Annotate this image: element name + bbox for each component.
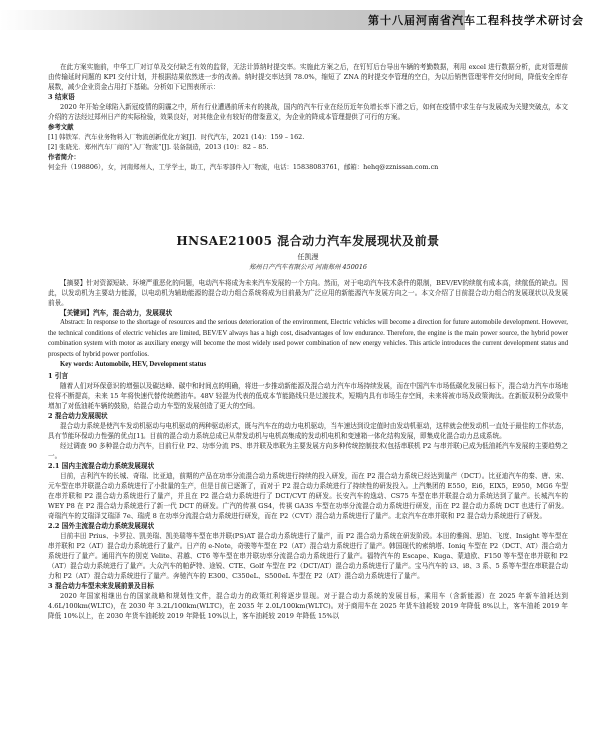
- keywords-en: Key words: Automobile, HEV, Development status: [60, 361, 207, 368]
- journal-title: 第十八届河南省汽车工程科技学术研讨会: [368, 14, 584, 27]
- section-2-heading: 2 混合动力发展现状: [48, 411, 108, 420]
- section-1-paragraph: 随着人们对环保意识的增强以及碳达峰、碳中和时间点的明确，将进一步推动新能源及混合动力汽车市场持续发展，而在中国汽车市场低碳化发展日标下，混合动力汽车市场地位将不断提高，未来 15 年将快速代替传统燃油车。48V 轻混为代表的低成本节能路线只是过渡技术，短期内具有市场生存空间，未来将被市场及政策淘汰。在新版双积分政策中增加了对低油耗车辆的鼓励，给混合动力车型的发展创造了更大的空间。: [48, 381, 568, 410]
- section-1-heading: 1 引言: [48, 371, 69, 380]
- reference-2: [2] 张晓光．郑州汽车厂商的“入厂物流”[J]. 装备制造，2013 (10)：82 – 85.: [48, 143, 269, 151]
- section-3-heading: 3 混合动力车型未来发展前景及目标: [48, 581, 154, 590]
- section-2-1-paragraph: 目前，吉利汽车的长城、奇瑞、比亚迪，前期的产品在功率分流混合动力系统进行持续的投入研发，而在 P2 混合动力系统已经达到量产（DCT）。比亚迪汽车的秦、唐、宋、元车型在串并联混合动力系统进行了小批量的生产，但是目前已逐渐了，而对于 P2 混合动力系统进行了持续性的研发投入。上汽集团的 E550，Ei6，EIX5，E950，MG6 车型在串并联和 P2 混合动力系统进行了量产，并且在 P2 混合动力系统进行了 DCT/CVT 的研发。长安汽车的逸动、CS75 车型在串并联混合动力系统达到了量产。长城汽车的 WEY P8 在 P2 混合动力系统进行了新一代 DCT 的研发。广汽的传祺 GS4，传祺 GA3S 车型在功率分流混合动力系统进行研发，而在 P2 混合动力系统 DCT 也进行了研发。奇瑞汽车的艾瑞泽艾瑞泽 7e、瑞虎 8 在功率分流混合动力系统进行研发，而在 P2（CVT）混合动力系统进行了量产。北京汽车在串并联和 P2 混合动力系统进行了研发。: [48, 471, 568, 520]
- article-affiliation: 郑州日产汽车有限公司 河南郑州 450016: [249, 263, 367, 271]
- keywords-cn: 【关键词】汽车，混合动力，发展现状: [60, 309, 173, 317]
- article-title: HNSAE21005 混合动力汽车发展现状及前景: [176, 234, 440, 248]
- article-author: 任凯漫: [297, 253, 319, 261]
- abstract-cn: 【摘要】针对资源短缺、环境严重恶化的问题，电动汽车将成为未来汽车发展的一个方向。然而，对于电动汽车技术条件的限制，BEV/EV的续航有成本高，续航低的缺点。因此，以发动机为主要动力能源，以电动机为辅助能源的混合动力组合系统将成为目前最为广泛应用的新能源汽车发展方向之一。本文介绍了目前混合动力组合的发展现状以及发展前景。: [48, 279, 568, 307]
- abstract-en: Abstract: In response to the shortage of resources and the serious deterioration of the environment, Electric vehicles will become a direction for future automobile development. However, the technical conditions of electric vehicles are limited, BEV/EV always has a high cost, disadvantages of low endurance. Therefore, the engine is the main power source, the hybrid power combination system with motor as auxiliary energy will become the most widely used power combination of new energy vehicles. This article introduces the current development status and prospects of hybrid power portfolios.: [48, 319, 568, 358]
- section-2-2-heading: 2.2 国外主流混合动力系统发展现状: [48, 521, 155, 530]
- section-2-paragraph-2: 经过调查 90 多种混合动力汽车，目前行业 P2、功率分流 PS、串并联及串联为主要发展方向多种传统控制技术(包括串联机 P2 与串并联)已成为低油耗汽车发展的主要趋势之一。: [48, 441, 568, 460]
- section-2-1-heading: 2.1 国内主流混合动力系统发展现状: [48, 461, 155, 470]
- journal-header: [0, 0, 600, 36]
- references-heading: 参考文献: [48, 123, 74, 131]
- article-body: [48, 278, 568, 621]
- section-3-paragraph: 2020 年国家相继出台的国家战略和规划性文件，混合动力的政策红利将逐步显现。对于混合动力系统的发展目标，乘用车（含新能源）在 2025 年新车油耗达到 4.6L/100km(WLTC)，在 2030 年 3.2L/100km(WLTC)，在 2035 年 2.0L/100km(WLTC)。对于商用车在 2025 年货车油耗较 2019 年降低 8%以上，客车油耗 2019 年降低 10%以上，在 2030 年货车油耗较 2019 年降低 10%以上，客车油耗较 2019 年降低 15%以: [48, 591, 568, 620]
- author-bio: 何金升（198806），女，河南郑州人，工学学士，助工，汽车零部件入厂物流，电话：15838083761，邮箱：hehq@zznissan.com.cn: [48, 163, 439, 171]
- prev-article-section: [48, 62, 568, 172]
- article-header: [48, 236, 568, 272]
- author-intro-heading: 作者简介：: [48, 153, 80, 161]
- prev-section-heading: 3 结束语: [48, 93, 75, 101]
- prev-paragraph-1: 在此方案实施前，中华工厂对订单及交付缺乏有效的监督，无法计算纳时提交率。实施此方案之后，在钉钉后台导出车辆的考勤数据，利用 excel 进行数据分析，此对管理前由传输延时问题的 KPI 交付计划，并根据结果依然进一步的改善。纳时提交率达到 78.0%，缩短了 ZNA 的时提交李管理的空白，为以后销售管理零件交付时间，降低安全库存展数，减少企业资金占用打下基础。分析如下记图表所示：: [48, 63, 568, 91]
- section-2-2-paragraph: 目前丰田 Prius、卡罗拉、凯美瑞、凯美瑞等车型在串并联(PS)AT 混合动力系统进行了量产，而 P2 混合动力系统在研发阶段。本田的雅阁、思铂、飞度、Insight 等车型在串并联和 P2（AT）混合动力系统进行了量产。日产的 e-Note，奇骏等车型在 P2（AT）混合动力系统进行了量产。韩国现代的索纳塔、Ioniq 车型在 P2（DCT、AT）混合动力系统进行了量产。通用汽车的别克 Velite、君越、CT6 等车型在串并联功率分流混合动力系统进行了量产。福特汽车的 Escape、Kuga、蒙迪欧、F150 等车型在串并联和 P2（AT）混合动力系统进行了量产。大众汽车的帕萨特、途锐、CTE、Golf 车型在 P2（DCT/AT）混合动力系统进行了量产。宝马汽车的 i3、i8、3 系、5 系等车型在串联混合动力和 P2（AT）混合动力系统进行了量产。奔驰汽车的 E300、C350eL、S500eL 车型在 P2（AT）混合动力系统进行了量产。: [48, 531, 568, 580]
- reference-1: [1] 韩铁军．汽车业务物料入厂物流创新优化方案[J]．时代汽车，2021 (14)：159 – 162.: [48, 133, 305, 141]
- prev-paragraph-2: 2020 年开始全球陷入新冠疫情的阴霾之中，所有行业遭遇前所未有的挑战，国内的汽车行业在经历近年负增长率下滑之后，如何在疫情中求生存与发展成为关键突破点，本文介绍的方法经过郑州日产的实际检验，效果良好，对其他企业有较好的借鉴意义，为企业的降成本管理提供了可行的方案。: [48, 103, 568, 121]
- section-2-paragraph-1: 混合动力系统是使汽车发动机驱动与电机驱动的两种驱动形式，既与汽车在的动力电机驱动，当车速达到设定值时由发动机驱动，这样就会使发动机一直处于最佳的工作状态，具有节能环保动力性强的优点[1]。目前的混合动力系统总成已从带发动机与电机高集成的发动机电机和变速箱一体化结构发展，即集成化混合动力总成系统。: [48, 421, 568, 440]
